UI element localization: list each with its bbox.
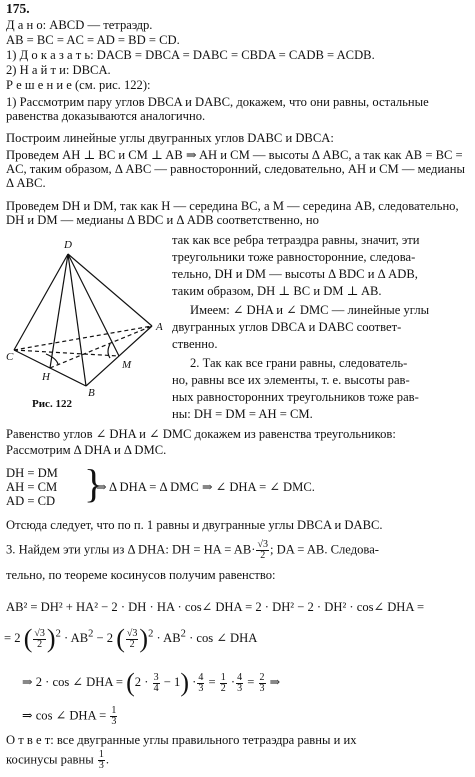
label-m: M [122, 359, 132, 371]
f3-frac-4 [236, 673, 243, 694]
solution-para-2: Построим линейные углы двугранных углов DABC и DBCA: [6, 131, 334, 145]
f4-text: ⇒ cos ∠ DHA = [22, 708, 107, 723]
edge-db [68, 254, 86, 386]
after-fig-line-1: Равенство углов ∠ DHA и ∠ DMC докажем из равенства треугольников: [6, 427, 396, 441]
f3-frac-2-num: 4 [198, 671, 204, 683]
f3-inner-2: − 1 [163, 674, 181, 689]
edge-ca [14, 326, 152, 350]
answer-line-2: косинусы равны $\frac{1}{3}$ . [6, 749, 110, 771]
f3-frac-4-den: 3 [237, 682, 243, 694]
after-fig-line-2: Рассмотрим Δ DHA и Δ DMC. [6, 443, 167, 457]
right-line-9: но, равны все их элементы, т. е. высоты рав- [172, 373, 410, 387]
right-line-1: так как все ребра тетраэдра равны, значит, эти [172, 233, 420, 247]
answer-frac [98, 750, 105, 771]
right-line-3: тельно, DH и DM — высоты Δ BDC и Δ ADB, [172, 267, 418, 281]
f2-c: − 2 [96, 630, 114, 645]
paren-close-2: ) [139, 624, 149, 653]
f4-num: 1 [111, 705, 117, 716]
right-line-11: ны: DH = DM = AH = CM. [172, 407, 313, 421]
f3-eq-2: = [247, 674, 255, 689]
label-c: C [6, 351, 14, 363]
part3-frac [256, 540, 269, 561]
problem-number: 175. [6, 1, 30, 16]
f2-b: · AB [63, 630, 89, 645]
f2-e: · cos ∠ DHA [189, 630, 258, 645]
system-result: ⇒ Δ DHA = Δ DMC ⇒ ∠ DHA = ∠ DMC. [96, 480, 315, 494]
f3-frac-4-num: 4 [237, 671, 243, 683]
f3-paren-open: ( [126, 668, 135, 697]
segment-dm [68, 254, 119, 356]
segment-ah [50, 326, 152, 368]
f3-frac-3 [220, 673, 227, 694]
right-line-7: ственно. [172, 337, 218, 351]
f2-frac-1 [33, 629, 46, 650]
paren-open-2: ( [116, 624, 125, 653]
f3-frac-5-num: 2 [259, 671, 265, 683]
formula-3: ⇒ 2 · cos ∠ DHA = (2 · $\frac{3}{4}$ − 1) · $\frac{4}{3}$ = $\frac{1}{2}$ · $\frac{4}{3}$ = $\frac{2}{3}$ ⇒ [22, 668, 281, 697]
part3-line-a [6, 540, 379, 561]
given-line: Д а н о: ABCD — тетраэдр. [6, 18, 153, 32]
f3-inner: 2 · [134, 674, 149, 689]
f2-frac-2-den: 2 [129, 638, 135, 650]
angle-arc-m [108, 344, 110, 358]
f3-frac-5 [259, 673, 266, 694]
answer-num: 1 [98, 749, 104, 760]
f3-frac-3-num: 1 [220, 671, 226, 683]
right-line-8: 2. Так как все грани равны, следователь- [190, 356, 408, 370]
answer-line-1: О т в е т: все двугранные углы правильного тетраэдра равны и их [6, 733, 357, 747]
edge-da [68, 254, 152, 326]
label-b: B [88, 387, 95, 396]
f3-end: ⇒ [269, 674, 281, 689]
figure-caption: Рис. 122 [32, 398, 72, 410]
label-h: H [42, 371, 50, 383]
f2-sq-4: 2 [180, 628, 186, 640]
right-line-2: треугольники тоже равносторонние, следова- [172, 250, 416, 264]
f2-sq-3: 2 [148, 628, 154, 640]
label-d: D [64, 239, 72, 251]
right-line-4: таким образом, DH ⊥ BC и DM ⊥ AB. [172, 284, 382, 298]
f3-frac-2-den: 3 [198, 682, 204, 694]
part3-line-b: тельно, по теореме косинусов получим равенство: [6, 568, 276, 582]
f2-frac-1-num: √3 [34, 627, 45, 639]
equalities-line: AB = BC = AC = AD = BD = CD. [6, 33, 180, 47]
label-a: A [156, 321, 163, 333]
f3-frac-1-den: 4 [153, 682, 159, 694]
solution-para-4: Проведем DH и DM, так как H — середина BC, а M — середина AB, следовательно, DH и DM — медианы Δ BDC и Δ ADB соответственно, но [6, 199, 459, 227]
system-brace: } [84, 461, 104, 506]
equation-system [6, 461, 315, 508]
part3-text-a: 3. Найдем эти углы из Δ DHA: DH = HA = AB· [6, 542, 256, 557]
paren-open: ( [23, 624, 33, 653]
solution-heading: Р е ш е н и е (см. рис. 122): [6, 78, 151, 92]
f2-a: = 2 [4, 630, 21, 645]
system-eq-2: AH = CM [6, 480, 58, 494]
find-line: 2) Н а й т и: DBCA. [6, 63, 111, 77]
segment-cm [14, 350, 119, 356]
frac-den: 2 [260, 550, 266, 561]
conclusion-line: Отсюда следует, что по п. 1 равны и двугранные углы DBCA и DABC. [6, 518, 383, 532]
f3-frac-5-den: 3 [259, 682, 265, 694]
right-line-5: Имеем: ∠ DHA и ∠ DMC — линейные углы [190, 303, 430, 317]
solution-para-1: 1) Рассмотрим пару углов DBCA и DABC, докажем, что они равны, остальные равенства доказываются аналогично. [6, 95, 429, 123]
f2-frac-1-den: 2 [37, 638, 43, 650]
answer-den: 3 [98, 760, 104, 771]
system-eq-3: AD = CD [6, 494, 56, 508]
tetrahedron-figure [6, 236, 170, 396]
f3-a: ⇒ 2 · cos ∠ DHA = [22, 674, 123, 689]
f2-d: · AB [156, 630, 181, 645]
paren-close: ) [46, 624, 56, 653]
prove-line: 1) Д о к а з а т ь: DACB = DBCA = DABC = CBDA = CADB = ACDB. [6, 48, 375, 62]
frac-num: √3 [257, 539, 268, 550]
formula-4 [22, 706, 118, 727]
part3-text-a-end: ; DA = AB. Следова- [269, 542, 379, 557]
f3-frac-1-num: 3 [153, 671, 159, 683]
f3-eq-1: = [208, 674, 216, 689]
right-line-10: ных равносторонних треугольников тоже рав- [172, 390, 419, 404]
solution-para-3: Проведем AH ⊥ BC и CM ⊥ AB ⇒ AH и CM — высоты Δ ABC, а так как AB = BC = AC, таким образом, Δ ABC — равносторонний, следовательно, AH и CM — медианы Δ ABC. [6, 148, 465, 190]
f3-frac-2 [197, 673, 204, 694]
answer-text-2: косинусы равны [6, 752, 94, 767]
f2-sq-1: 2 [55, 628, 61, 640]
f3-paren-close: ) [180, 668, 189, 697]
f2-frac-2 [126, 629, 139, 650]
f3-frac-3-den: 2 [220, 682, 226, 694]
formula-1: AB² = DH² + HA² − 2 · DH · HA · cos∠ DHA = 2 · DH² − 2 · DH² · cos∠ DHA = [6, 600, 425, 614]
right-line-6: двугранных углов DBCA и DABC соответ- [172, 320, 402, 334]
f4-frac [110, 706, 117, 727]
f2-frac-2-num: √3 [126, 627, 138, 639]
system-eq-1: DH = DM [6, 466, 58, 480]
f4-den: 3 [111, 716, 117, 727]
formula-2 [4, 626, 257, 652]
f3-frac-1 [153, 673, 160, 694]
f2-sq-2: 2 [88, 628, 94, 640]
